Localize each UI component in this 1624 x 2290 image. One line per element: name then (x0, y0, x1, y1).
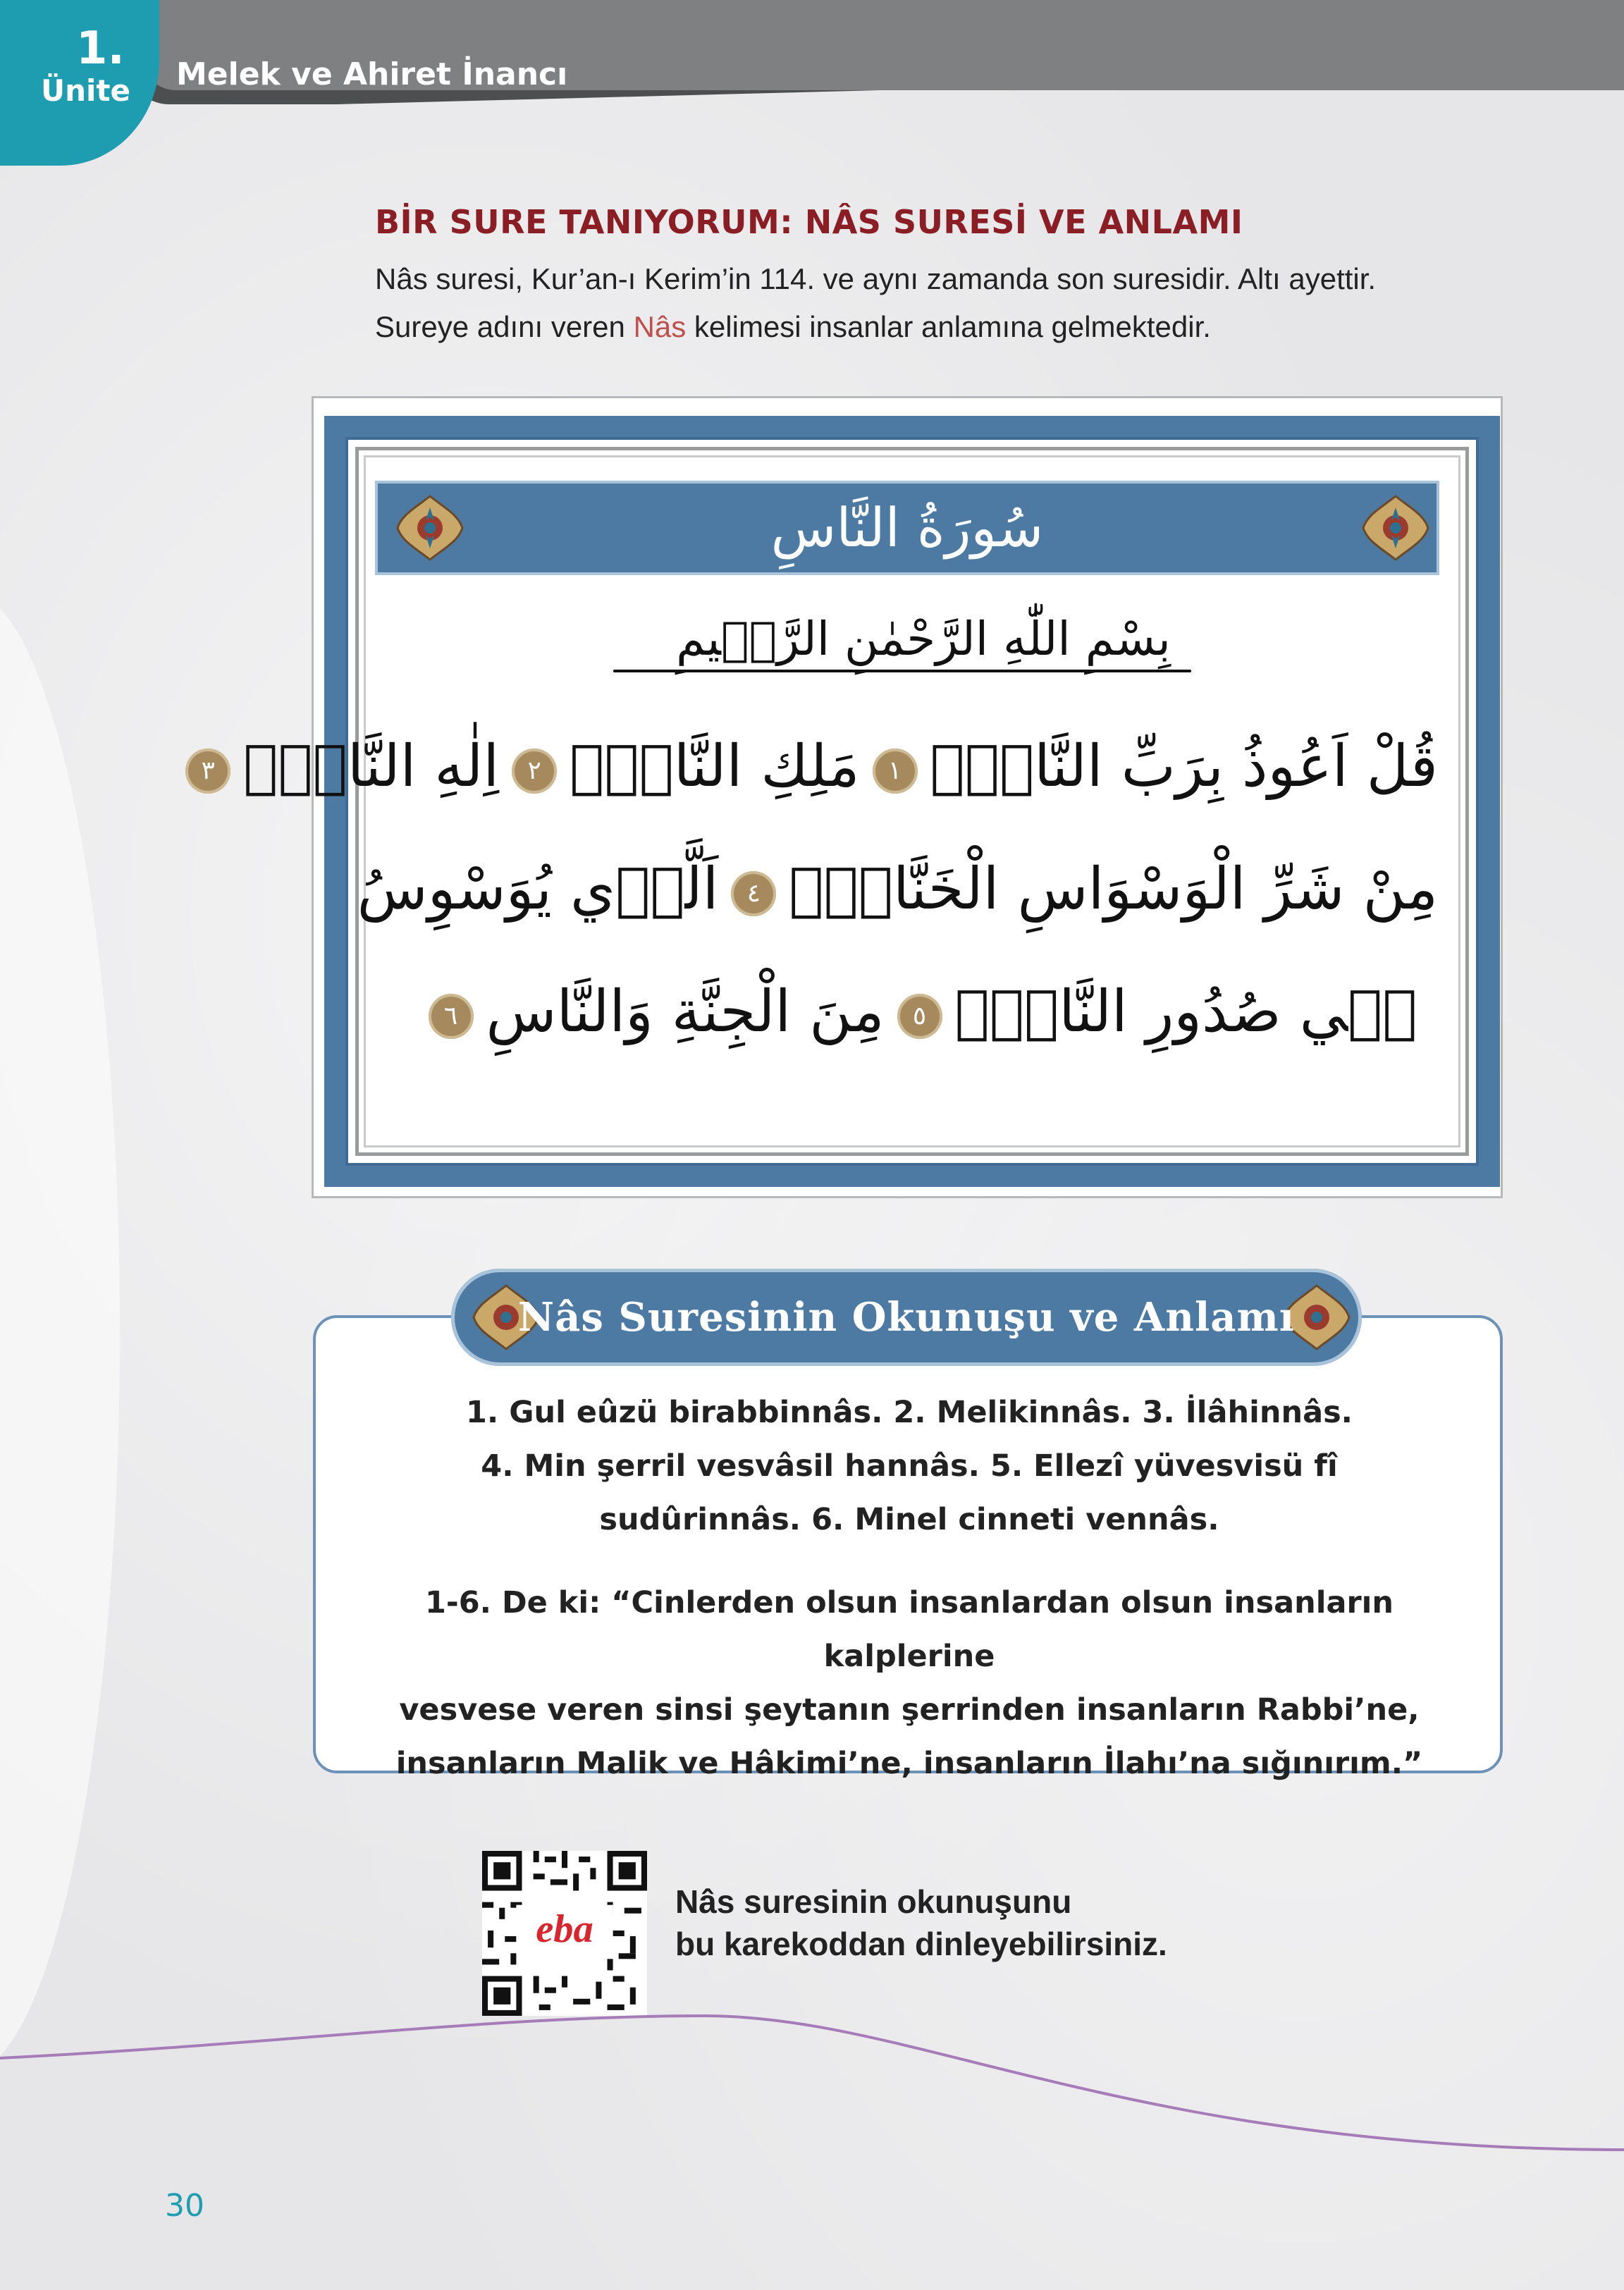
ayah-5-text-start: اَلَّذ۪ي يُوَسْوِسُ (357, 856, 719, 923)
intro-paragraph (375, 255, 1531, 351)
unit-number: 1. (76, 23, 125, 75)
ayah-5-text-end: ف۪ي صُدُورِ النَّاسِۙ (954, 978, 1417, 1045)
ayah-number-2: ٢ (512, 749, 557, 794)
okunus-text (338, 1386, 1480, 1546)
intro-line-2 (375, 303, 1531, 351)
ayah-line-2 (357, 856, 1438, 923)
okunus-line-3: sudûrinnâs. 6. Minel cinneti vennâs. (599, 1502, 1219, 1537)
anlam-line-3: insanların Malik ve Hâkimi’ne, insanların İlahı’na sığınırım.” (395, 1746, 1423, 1781)
reading-title: Nâs Suresinin Okunuşu ve Anlamı (517, 1294, 1296, 1341)
qr-note-line-2: bu karekoddan dinleyebilirsiniz. (675, 1926, 1167, 1962)
ayah-1-text: قُلْ اَعُوذُ بِرَبِّ النَّاسِۙ (930, 733, 1438, 800)
okunus-line-1: 1. Gul eûzü birabbinnâs. 2. Melikinnâs. 3. İlâhinnâs. (465, 1395, 1353, 1430)
ayah-number-1: ١ (873, 749, 918, 794)
basmala-stroke (613, 670, 1191, 672)
eba-logo: eba (536, 1907, 593, 1952)
ayah-4-text: مِنْ شَرِّ الْوَسْوَاسِ الْخَنَّاسِۙ (789, 856, 1438, 923)
chapter-title: Melek ve Ahiret İnancı (176, 56, 568, 92)
anlam-line-2: vesvese veren sinsi şeytanın şerrinden insanların Rabbi’ne, (399, 1692, 1420, 1728)
intro-line-2-start: Sureye adını veren (375, 310, 634, 343)
page-number: 30 (165, 2188, 204, 2224)
ayah-number-4: ٤ (731, 871, 776, 916)
ayah-number-5: ٥ (897, 994, 942, 1039)
footer-curve (0, 1988, 1624, 2171)
qr-note (675, 1880, 1167, 1965)
okunus-line-2: 4. Min şerril vesvâsil hannâs. 5. Ellezî yüvesvisü fî (481, 1448, 1338, 1484)
ayah-line-3 (395, 978, 1438, 1045)
ayah-3-text: اِلٰهِ النَّاسِۙ (243, 733, 500, 800)
nas-keyword: Nâs (633, 310, 687, 343)
anlam-line-1: 1-6. De ki: “Cinlerden olsun insanlardan olsun insanların kalplerine (424, 1585, 1394, 1674)
ayah-line-1 (201, 733, 1438, 800)
anlam-text (338, 1576, 1480, 1790)
intro-line-2-end: kelimesi insanlar anlamına gelmektedir. (686, 310, 1211, 343)
ayah-number-3: ٣ (185, 749, 230, 794)
ayah-6-text: مِنَ الْجِنَّةِ وَالنَّاسِ (486, 978, 885, 1045)
basmala: بِسْمِ اللّٰهِ الرَّحْمٰنِ الرَّح۪يمِ (676, 612, 1171, 666)
ornament-right-icon (1360, 493, 1431, 562)
ornament-left-icon (395, 493, 465, 562)
ayah-number-6: ٦ (429, 994, 474, 1039)
surah-title: سُورَةُ النَّاسِ (770, 496, 1044, 559)
intro-line-1: Nâs suresi, Kur’an-ı Kerim’in 114. ve aynı zamanda son suresidir. Altı ayettir. (375, 262, 1377, 295)
qr-note-line-1: Nâs suresinin okunuşunu (675, 1883, 1072, 1920)
section-heading: BİR SURE TANIYORUM: NÂS SURESİ VE ANLAMI (375, 203, 1243, 241)
ayah-2-text: مَلِكِ النَّاسِۙ (570, 733, 860, 800)
unit-label: Ünite (41, 73, 130, 108)
